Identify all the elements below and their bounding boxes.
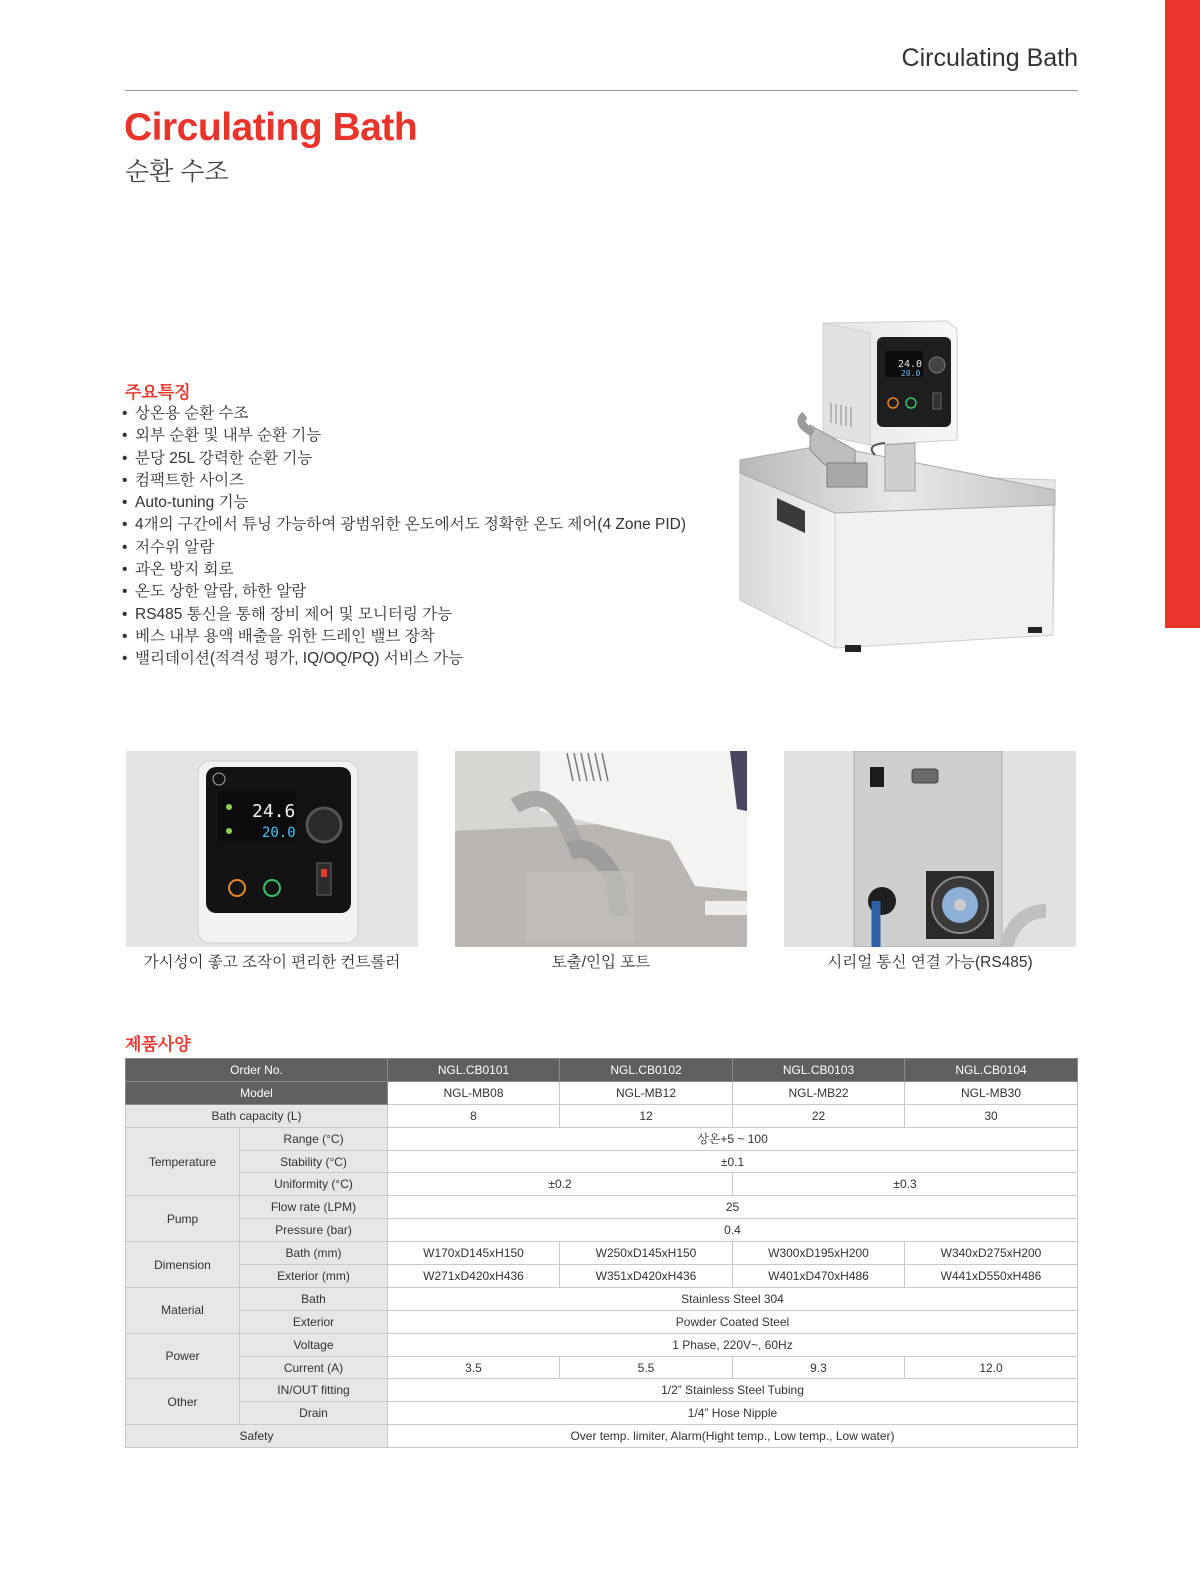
safety-label: Safety	[126, 1425, 388, 1448]
features-list	[122, 403, 686, 671]
serial-port-thumbnail	[784, 751, 1076, 947]
dimension-group: Dimension	[126, 1242, 240, 1288]
capacity-cell: 30	[905, 1104, 1078, 1127]
stability-label: Stability (°C)	[240, 1150, 388, 1173]
feature-item: • 컴팩트한 사이즈	[122, 471, 245, 489]
current-cell: 12.0	[905, 1356, 1078, 1379]
main-temp-readout: 24.0	[898, 359, 923, 370]
pressure-label: Pressure (bar)	[240, 1219, 388, 1242]
order-no-label: Order No.	[126, 1059, 388, 1082]
set-temp-readout: 20.0	[901, 369, 921, 378]
table-row	[126, 1265, 1078, 1288]
features-heading: 주요특징	[125, 383, 191, 402]
material-group: Material	[126, 1287, 240, 1333]
other-group: Other	[126, 1379, 240, 1425]
uniformity-cell: ±0.2	[388, 1173, 733, 1196]
fitting-label: IN/OUT fitting	[240, 1379, 388, 1402]
material-bath-label: Bath	[240, 1287, 388, 1310]
feature-item: • 상온용 순환 수조	[122, 405, 249, 422]
thumbnail-caption: 토출/인입 포트	[551, 954, 651, 971]
table-row	[126, 1150, 1078, 1173]
spec-table	[125, 1058, 1078, 1448]
feature-item: • 밸리데이션(적격성 평가, IQ/OQ/PQ) 서비스 가능	[122, 650, 463, 668]
table-row	[126, 1219, 1078, 1242]
feature-item: • 베스 내부 용액 배출을 위한 드레인 밸브 장착	[122, 627, 435, 645]
model-cell: NGL-MB12	[560, 1081, 733, 1104]
model-cell: NGL-MB30	[905, 1081, 1078, 1104]
exterior-dim-cell: W441xD550xH486	[905, 1265, 1078, 1288]
stability-cell: ±0.1	[388, 1150, 1078, 1173]
capacity-cell: 22	[733, 1104, 905, 1127]
material-bath-cell: Stainless Steel 304	[388, 1287, 1078, 1310]
table-row	[126, 1127, 1078, 1150]
table-row	[126, 1310, 1078, 1333]
current-cell: 3.5	[388, 1356, 560, 1379]
model-cell: NGL-MB22	[733, 1081, 905, 1104]
exterior-dim-cell: W351xD420xH436	[560, 1265, 733, 1288]
flow-cell: 25	[388, 1196, 1078, 1219]
bath-dim-cell: W340xD275xH200	[905, 1242, 1078, 1265]
product-image	[735, 315, 1065, 660]
current-label: Current (A)	[240, 1356, 388, 1379]
range-cell: 상온+5 ~ 100	[388, 1127, 1078, 1150]
page-title: Circulating Bath	[124, 106, 418, 149]
pressure-cell: 0.4	[388, 1219, 1078, 1242]
thumbnail-caption: 가시성이 좋고 조작이 편리한 컨트롤러	[143, 954, 401, 971]
page-subtitle: 순환 수조	[125, 158, 229, 186]
current-cell: 5.5	[560, 1356, 733, 1379]
safety-cell: Over temp. limiter, Alarm(Hight temp., Low temp., Low water)	[388, 1425, 1078, 1448]
exterior-dim-cell: W401xD470xH486	[733, 1265, 905, 1288]
controller-thumbnail	[126, 751, 418, 947]
capacity-cell: 8	[388, 1104, 560, 1127]
feature-item: • 과온 방지 회로	[122, 561, 234, 579]
order-no-cell: NGL.CB0101	[388, 1059, 560, 1082]
voltage-cell: 1 Phase, 220V~, 60Hz	[388, 1333, 1078, 1356]
header-title: Circulating Bath	[901, 44, 1078, 72]
bath-dim-label: Bath (mm)	[240, 1242, 388, 1265]
exterior-dim-label: Exterior (mm)	[240, 1265, 388, 1288]
capacity-cell: 12	[560, 1104, 733, 1127]
uniformity-label: Uniformity (°C)	[240, 1173, 388, 1196]
flow-label: Flow rate (LPM)	[240, 1196, 388, 1219]
bath-dim-cell: W170xD145xH150	[388, 1242, 560, 1265]
model-cell: NGL-MB08	[388, 1081, 560, 1104]
table-row	[126, 1425, 1078, 1448]
table-row	[126, 1196, 1078, 1219]
feature-item: • RS485 통신을 통해 장비 제어 및 모니터링 가능	[122, 605, 453, 623]
feature-item: • 4개의 구간에서 튜닝 가능하여 광범위한 온도에서도 정확한 온도 제어(4 Zone PID)	[122, 516, 687, 534]
range-label: Range (°C)	[240, 1127, 388, 1150]
order-no-cell: NGL.CB0104	[905, 1059, 1078, 1082]
table-row	[126, 1173, 1078, 1196]
table-row	[126, 1081, 1078, 1104]
voltage-label: Voltage	[240, 1333, 388, 1356]
drain-label: Drain	[240, 1402, 388, 1425]
exterior-dim-cell: W271xD420xH436	[388, 1265, 560, 1288]
current-cell: 9.3	[733, 1356, 905, 1379]
pump-group: Pump	[126, 1196, 240, 1242]
thumb-temp-readout: 24.6	[252, 801, 296, 822]
drain-cell: 1/4” Hose Nipple	[388, 1402, 1078, 1425]
order-no-cell: NGL.CB0103	[733, 1059, 905, 1082]
table-row	[126, 1059, 1078, 1082]
spec-heading: 제품사양	[125, 1035, 191, 1054]
table-row	[126, 1402, 1078, 1425]
table-row	[126, 1104, 1078, 1127]
order-no-cell: NGL.CB0102	[560, 1059, 733, 1082]
table-row	[126, 1242, 1078, 1265]
feature-item: • 저수위 알람	[122, 538, 215, 556]
feature-item: • 외부 순환 및 내부 순환 기능	[122, 427, 322, 445]
bath-dim-cell: W300xD195xH200	[733, 1242, 905, 1265]
bath-dim-cell: W250xD145xH150	[560, 1242, 733, 1265]
feature-item: • 온도 상한 알람, 하한 알람	[122, 583, 307, 601]
table-row	[126, 1379, 1078, 1402]
table-row	[126, 1287, 1078, 1310]
accent-side-bar	[1165, 0, 1200, 628]
power-group: Power	[126, 1333, 240, 1379]
table-row	[126, 1333, 1078, 1356]
uniformity-cell: ±0.3	[733, 1173, 1078, 1196]
fitting-cell: 1/2” Stainless Steel Tubing	[388, 1379, 1078, 1402]
table-row	[126, 1356, 1078, 1379]
header-divider	[125, 90, 1078, 91]
thumb-set-readout: 20.0	[262, 825, 296, 841]
material-exterior-label: Exterior	[240, 1310, 388, 1333]
temperature-group: Temperature	[126, 1127, 240, 1196]
capacity-label: Bath capacity (L)	[126, 1104, 388, 1127]
model-label: Model	[126, 1081, 388, 1104]
feature-item: • Auto-tuning 기능	[122, 494, 249, 512]
feature-item: • 분당 25L 강력한 순환 기능	[122, 449, 313, 467]
ports-thumbnail	[455, 751, 747, 947]
thumbnail-caption: 시리얼 통신 연결 가능(RS485)	[827, 954, 1033, 971]
material-exterior-cell: Powder Coated Steel	[388, 1310, 1078, 1333]
